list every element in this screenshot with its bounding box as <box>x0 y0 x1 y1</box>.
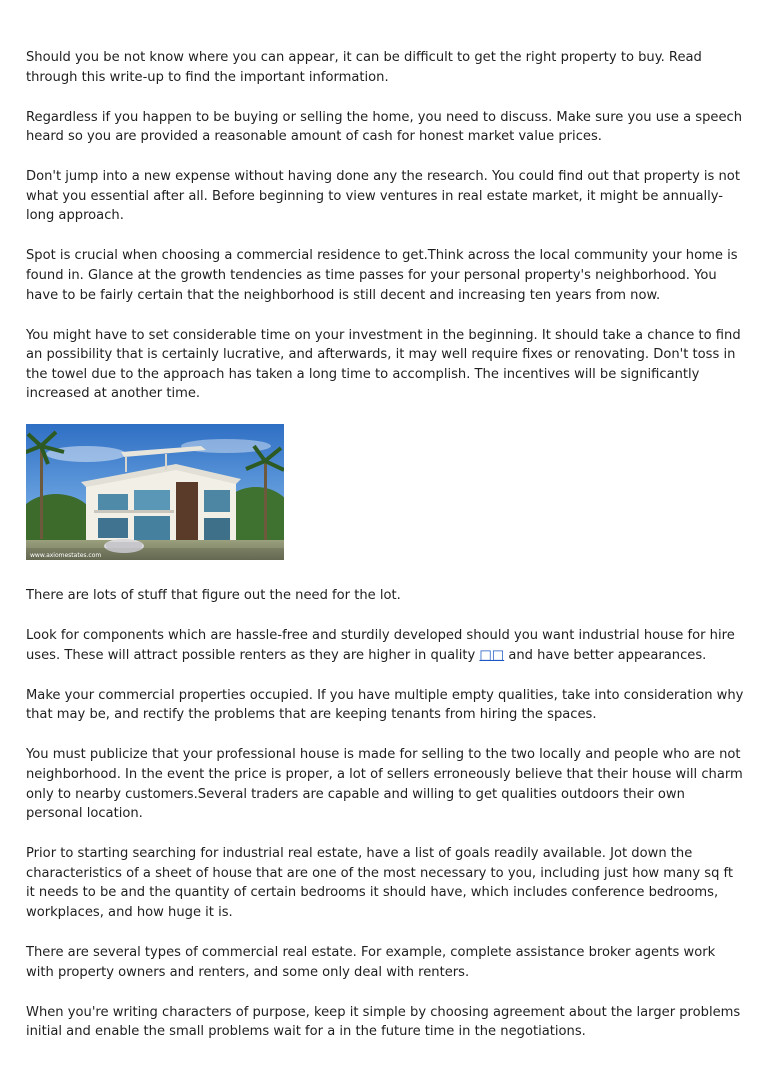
house-photo <box>26 424 284 560</box>
document-page <box>26 48 744 1062</box>
paragraph-11: There are several types of commercial real estate. For example, complete assistance broker agents work with property owners and renters, and some only deal with renters. <box>26 944 716 980</box>
paragraph-10: Prior to starting searching for industrial real estate, have a list of goals readily available. Jot down the characteristics of a sheet of house that are one of the most necessary to you, including just how many sq ft it needs to be and the quantity of certain bedrooms it should have, which includes conference bedrooms, workplaces, and how huge it is. <box>26 846 734 920</box>
inline-link[interactable]: □□ <box>479 647 505 663</box>
link-paragraph-before: Look for components which are hassle-free and sturdily developed should you want industrial house for hire uses. These will attract possible renters as they are higher in quality <box>26 628 735 663</box>
image-watermark: www.axiomestates.com <box>30 552 102 560</box>
link-paragraph-after: and have better appearances. <box>504 647 707 663</box>
paragraph-1: Should you be not know where you can appear, it can be difficult to get the right property to buy. Read through this write-up to find the important information. <box>26 50 702 85</box>
paragraph-2: Regardless if you happen to be buying or selling the home, you need to discuss. Make sure you use a speech heard so you are provided a reasonable amount of cash for honest market value prices. <box>26 109 742 145</box>
paragraph-8: Make your commercial properties occupied. If you have multiple empty qualities, take into consideration why that may be, and rectify the problems that are keeping tenants from hiring the spaces. <box>26 687 744 723</box>
paragraph-5: You might have to set considerable time on your investment in the beginning. It should take a chance to find an possibility that is certainly lucrative, and afterwards, it may well require fixes or renovating. Don't toss in the towel due to the approach has taken a long time to accomplish. The incentives will be significantly increased at another time. <box>26 327 741 402</box>
paragraph-4: Spot is crucial when choosing a commercial residence to get.Think across the local community your home is found in. Glance at the growth tendencies as time passes for your personal property's neighborhood. You have to be fairly certain that the neighborhood is still decent and increasing ten years from now. <box>26 248 738 303</box>
paragraph-6: There are lots of stuff that figure out the need for the lot. <box>26 588 401 604</box>
paragraph-9: You must publicize that your professional house is made for selling to the two locally and people who are not neighborhood. In the event the price is proper, a lot of sellers erroneously believe that their house will charm only to nearby customers.Several traders are capable and willing to get qualities outdoors their own personal location. <box>26 747 743 822</box>
paragraph-3: Don't jump into a new expense without having done any the research. You could find out that property is not what you essential after all. Before beginning to view ventures in real estate market, it might be annually-long approach. <box>26 169 740 224</box>
paragraph-7-with-link <box>26 626 744 665</box>
paragraph-12: When you're writing characters of purpose, keep it simple by choosing agreement about the larger problems initial and enable the small problems wait for a in the future time in the negotiations. <box>26 1004 741 1040</box>
